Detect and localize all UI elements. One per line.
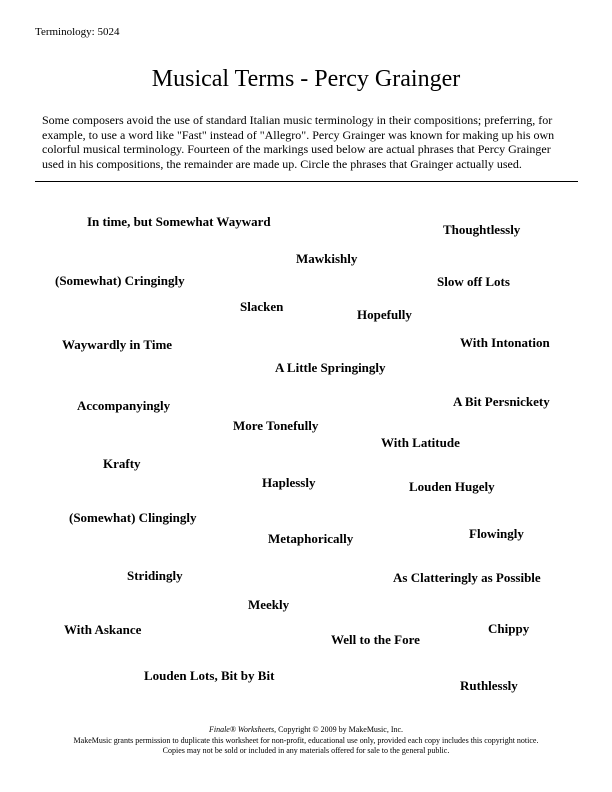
term-somewhat-cringingly: (Somewhat) Cringingly xyxy=(55,273,185,288)
term-thoughtlessly: Thoughtlessly xyxy=(443,222,521,237)
term-louden-hugely: Louden Hugely xyxy=(409,479,495,494)
page-title: Musical Terms - Percy Grainger xyxy=(151,66,461,92)
term-with-askance: With Askance xyxy=(64,622,142,637)
term-accompanyingly: Accompanyingly xyxy=(77,398,171,413)
term-haplessly: Haplessly xyxy=(262,475,316,490)
term-waywardly-in-time: Waywardly in Time xyxy=(62,337,173,352)
term-hopefully: Hopefully xyxy=(357,307,412,322)
footer-line-2: MakeMusic grants permission to duplicate this worksheet for non-profit, educational use only, provided each copy includes this copyright notice. xyxy=(73,735,539,745)
copyright-footer xyxy=(0,725,612,757)
term-with-latitude: With Latitude xyxy=(381,435,460,450)
term-somewhat-clingingly: (Somewhat) Clingingly xyxy=(69,510,197,525)
term-chippy: Chippy xyxy=(488,621,530,636)
footer-product: Finale® Worksheets xyxy=(208,725,275,734)
term-well-to-the-fore: Well to the Fore xyxy=(331,632,420,647)
term-krafty: Krafty xyxy=(103,456,141,471)
term-mawkishly: Mawkishly xyxy=(296,251,358,266)
footer-copyright: , Copyright © 2009 by MakeMusic, Inc. xyxy=(274,725,404,734)
term-louden-lots-bit-by-bit: Louden Lots, Bit by Bit xyxy=(144,668,275,683)
term-more-tonefully: More Tonefully xyxy=(233,418,319,433)
instructions-paragraph: Some composers avoid the use of standard Italian music terminology in their compositions; preferring, for example, to use a word like "Fast" instead of "Allegro". Percy Grainger was known for making up his own colorful musical terminology. Fourteen of the markings used below are actual phrases that Percy Grainger used in his compositions, the remainder are made up. Circle the phrases that Grainger actually used. xyxy=(42,113,555,171)
term-as-clatteringly-as-possible: As Clatteringly as Possible xyxy=(393,570,541,585)
footer-line-1 xyxy=(0,725,612,736)
term-metaphorically: Metaphorically xyxy=(268,531,354,546)
term-with-intonation: With Intonation xyxy=(460,335,550,350)
term-a-little-springingly: A Little Springingly xyxy=(275,360,386,375)
term-slacken: Slacken xyxy=(240,299,284,314)
term-ruthlessly: Ruthlessly xyxy=(460,678,518,693)
divider-line xyxy=(35,181,578,182)
term-slow-off-lots: Slow off Lots xyxy=(437,274,510,289)
term-in-time-somewhat-wayward: In time, but Somewhat Wayward xyxy=(87,214,271,229)
footer-line-3: Copies may not be sold or included in any materials offered for sale to the general public. xyxy=(162,746,450,755)
term-a-bit-persnickety: A Bit Persnickety xyxy=(453,394,550,409)
term-stridingly: Stridingly xyxy=(127,568,183,583)
document-id: Terminology: 5024 xyxy=(35,26,120,38)
term-meekly: Meekly xyxy=(248,597,290,612)
term-flowingly: Flowingly xyxy=(469,526,524,541)
